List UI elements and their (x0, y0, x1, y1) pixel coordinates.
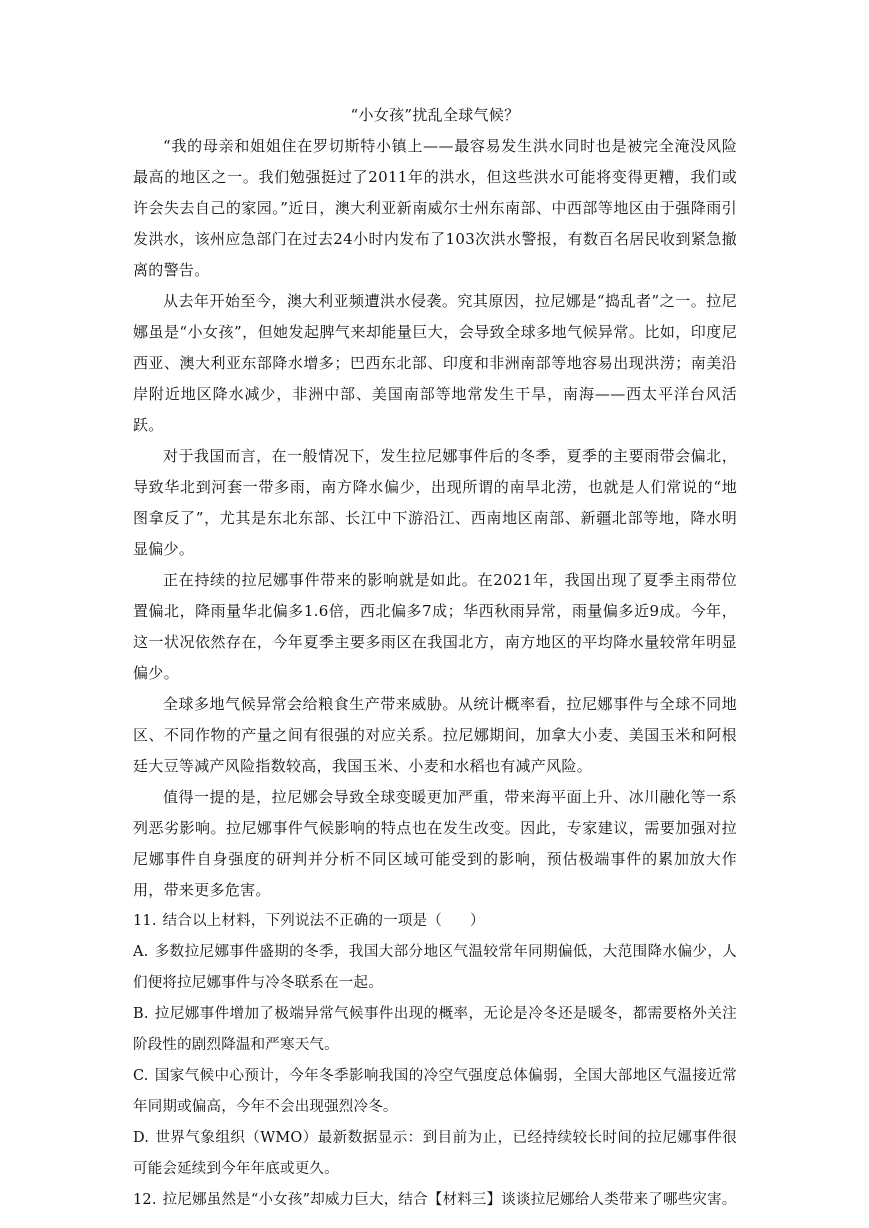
paragraph-1: “我的母亲和姐姐住在罗切斯特小镇上——最容易发生洪水同时也是被完全淹没风险最高的地区之一。我们勉强挺过了2011年的洪水，但这些洪水可能将变得更糟，我们或许会失去自己的家园。”近日，澳大利亚新南威尔士州东南部、中西部等地区由于强降雨引发洪水，该州应急部门在过去24小时内发布了103次洪水警报，有数百名居民收到紧急撤离的警告。 (133, 137, 737, 279)
option-c-key: C. (133, 1068, 149, 1084)
paragraph-4: 正在持续的拉尼娜事件带来的影响就是如此。在2021年，我国出现了夏季主雨带位置偏北，降雨量华北偏多1.6倍，西北偏多7成；华西秋雨异常，雨量偏多近9成。今年，这一状况依然存在，今年夏季主要多雨区在我国北方，南方地区的平均降水量较常年明显偏少。 (133, 571, 737, 682)
paragraph-2: 从去年开始至今，澳大利亚频遭洪水侵袭。究其原因，拉尼娜是“捣乱者”之一。拉尼娜虽是“小女孩”，但她发起脾气来却能量巨大，会导致全球多地气候异常。比如，印度尼西亚、澳大利亚东部降水增多；巴西东北部、印度和非洲南部等地容易出现洪涝；南美沿岸附近地区降水减少，非洲中部、美国南部等地常发生干旱，南海——西太平洋台风活跃。 (133, 292, 737, 434)
question-11-stem: 结合以上材料，下列说法不正确的一项是（ (162, 913, 442, 929)
option-c (133, 1061, 737, 1123)
document-body (133, 100, 737, 1216)
option-a-key: A. (133, 944, 149, 960)
option-a-text: 多数拉尼娜事件盛期的冬季，我国大部分地区气温较常年同期偏低，大范围降水偏少，人们便将拉尼娜事件与冷冬联系在一起。 (133, 944, 737, 991)
question-12 (133, 1185, 737, 1216)
question-11 (133, 906, 737, 937)
option-b-text: 拉尼娜事件增加了极端异常气候事件出现的概率，无论是冷冬还是暖冬，都需要格外关注阶段性的剧烈降温和严寒天气。 (133, 1006, 737, 1053)
question-11-stem-end: ） (469, 913, 485, 929)
paragraph-6: 值得一提的是，拉尼娜会导致全球变暖更加严重，带来海平面上升、冰川融化等一系列恶劣影响。拉尼娜事件气候影响的特点也在发生改变。因此，专家建议，需要加强对拉尼娜事件自身强度的研判并分析不同区域可能受到的影响，预估极端事件的累加放大作用，带来更多危害。 (133, 788, 737, 899)
question-11-number: 11. (133, 913, 157, 929)
article-title: “小女孩”扰乱全球气候？ (350, 106, 520, 124)
paragraph-5: 全球多地气候异常会给粮食生产带来威胁。从统计概率看，拉尼娜事件与全球不同地区、不同作物的产量之间有很强的对应关系。拉尼娜期间，加拿大小麦、美国玉米和阿根廷大豆等减产风险指数较高，我国玉米、小麦和水稻也有减产风险。 (133, 695, 737, 775)
paragraph-3: 对于我国而言，在一般情况下，发生拉尼娜事件后的冬季，夏季的主要雨带会偏北，导致华北到河套一带多雨，南方降水偏少，出现所谓的南旱北涝，也就是人们常说的“地图拿反了”，尤其是东北东部、长江中下游沿江、西南地区南部、新疆北部等地，降水明显偏少。 (133, 447, 737, 558)
option-d-text: 世界气象组织（WMO）最新数据显示：到目前为止，已经持续较长时间的拉尼娜事件很可能会延续到今年年底或更久。 (133, 1130, 737, 1177)
option-b-key: B. (133, 1006, 149, 1022)
question-12-text: 拉尼娜虽然是“小女孩”却威力巨大，结合【材料三】谈谈拉尼娜给人类带来了哪些灾害。 (162, 1192, 737, 1208)
question-12-number: 12. (133, 1192, 157, 1208)
option-b (133, 999, 737, 1061)
option-c-text: 国家气候中心预计，今年冬季影响我国的冷空气强度总体偏弱，全国大部地区气温接近常年同期或偏高，今年不会出现强烈冷冬。 (133, 1068, 737, 1115)
option-a (133, 937, 737, 999)
option-d-key: D. (133, 1130, 150, 1146)
option-d (133, 1123, 737, 1185)
